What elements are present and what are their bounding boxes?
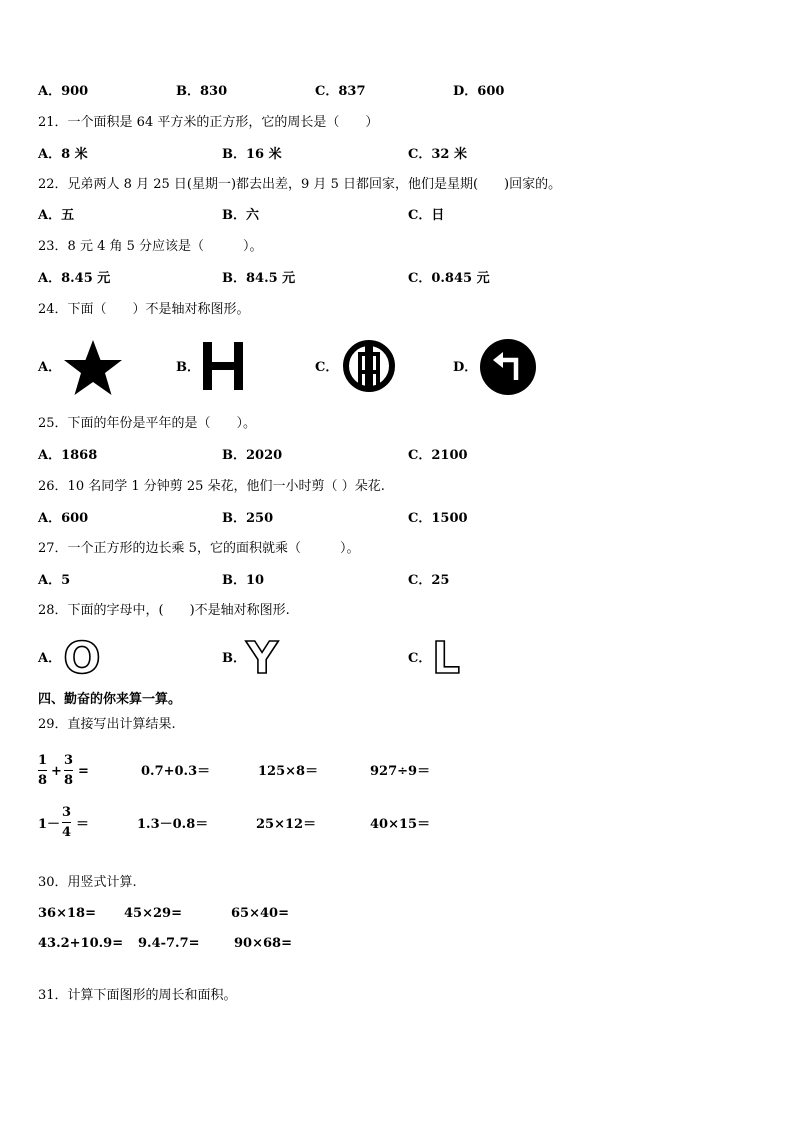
fraction-bar [38, 770, 47, 771]
q29-calc-5: 25×12＝ [256, 817, 317, 832]
q25-text: 25．下面的年份是平年的是（ ）。 [38, 416, 257, 431]
q25-option-c: C．2100 [408, 448, 468, 463]
q21-option-c: C．32 米 [408, 147, 467, 162]
q28-option-a: A． [38, 651, 62, 666]
outline-letter-o-icon [62, 637, 102, 679]
q29-calc-1: 0.7+0.3＝ [141, 764, 211, 779]
q27-text: 27．一个正方形的边长乘 5，它的面积就乘（ ）。 [38, 541, 360, 556]
star-icon [62, 339, 124, 397]
section4-title: 四、勤奋的你来算一算。 [38, 692, 182, 707]
letter-l: L [431, 637, 461, 679]
q30-calc-2: 45×29= [124, 906, 182, 921]
q28-option-c: C． [408, 651, 432, 666]
denominator: 8 [64, 773, 74, 788]
equals-sign: ＝ [76, 817, 90, 832]
q20-option-a: A．900 [38, 84, 89, 99]
q22-option-b: B．六 [222, 208, 259, 223]
q29-text: 29．直接写出计算结果. [38, 717, 176, 732]
q21-option-a: A．8 米 [38, 147, 88, 162]
q20-option-b: B．830 [176, 84, 228, 99]
q21-option-b: B．16 米 [222, 147, 282, 162]
q24-option-c: C． [315, 360, 339, 375]
plus-operator: + [51, 764, 62, 779]
q25-option-a: A．1868 [38, 448, 98, 463]
q29-calc-4: 1.3－0.8＝ [137, 817, 209, 832]
q24-option-a: A． [38, 360, 62, 375]
q29-calc-3: 927÷9＝ [370, 764, 431, 779]
q24-option-d: D． [453, 360, 478, 375]
bank-logo-icon [341, 338, 397, 394]
q29-one-minus: 1－ [38, 817, 61, 832]
q30-calc-4: 43.2+10.9= [38, 936, 124, 951]
q24-option-b: B． [176, 360, 200, 375]
letter-o: O [63, 637, 101, 679]
q23-text: 23．8 元 4 角 5 分应该是（ ）。 [38, 239, 263, 254]
denominator: 4 [62, 825, 72, 840]
q29-fraction-3-4 [62, 805, 71, 840]
turn-left-sign-icon [479, 338, 537, 396]
q29-fraction-3-8 [64, 753, 73, 788]
q28-option-b: B． [222, 651, 246, 666]
q31-text: 31．计算下面图形的周长和面积。 [38, 988, 237, 1003]
numerator: 3 [62, 805, 72, 820]
q26-option-c: C．1500 [408, 511, 468, 526]
q25-option-b: B．2020 [222, 448, 283, 463]
q26-option-a: A．600 [38, 511, 89, 526]
fraction-bar [64, 770, 73, 771]
q22-option-c: C．日 [408, 208, 445, 223]
q28-text: 28．下面的字母中，( )不是轴对称图形. [38, 603, 290, 618]
letter-h-icon [200, 340, 246, 392]
q30-calc-3: 65×40= [231, 906, 289, 921]
q22-option-a: A．五 [38, 208, 75, 223]
q30-calc-6: 90×68= [234, 936, 292, 951]
q23-option-c: C．0.845 元 [408, 271, 490, 286]
q29-calc-6: 40×15＝ [370, 817, 431, 832]
q21-text: 21．一个面积是 64 平方米的正方形，它的周长是（ ） [38, 115, 379, 130]
fraction-bar [62, 822, 71, 823]
q20-option-c: C．837 [315, 84, 366, 99]
q27-option-b: B．10 [222, 573, 265, 588]
outline-letter-l-icon [430, 637, 466, 679]
numerator: 3 [64, 753, 74, 768]
q20-option-d: D．600 [453, 84, 505, 99]
numerator: 1 [38, 753, 48, 768]
outline-letter-y-icon [244, 637, 280, 679]
q30-calc-1: 36×18= [38, 906, 96, 921]
q23-option-b: B．84.5 元 [222, 271, 296, 286]
equals-sign: = [78, 764, 89, 779]
q26-text: 26．10 名同学 1 分钟剪 25 朵花，他们一小时剪（ ）朵花. [38, 479, 385, 494]
q30-calc-5: 9.4-7.7= [138, 936, 200, 951]
q23-option-a: A．8.45 元 [38, 271, 111, 286]
q22-text: 22．兄弟两人 8 月 25 日(星期一)都去出差，9 月 5 日都回家，他们是星期( )回家的。 [38, 177, 562, 192]
q30-text: 30．用竖式计算. [38, 875, 137, 890]
q29-fraction-1-8 [38, 753, 47, 788]
denominator: 8 [38, 773, 48, 788]
q27-option-a: A．5 [38, 573, 71, 588]
q27-option-c: C．25 [408, 573, 450, 588]
q26-option-b: B．250 [222, 511, 274, 526]
letter-y: Y [246, 637, 278, 679]
q29-calc-2: 125×8＝ [258, 764, 319, 779]
q24-text: 24．下面（ ）不是轴对称图形。 [38, 302, 250, 317]
